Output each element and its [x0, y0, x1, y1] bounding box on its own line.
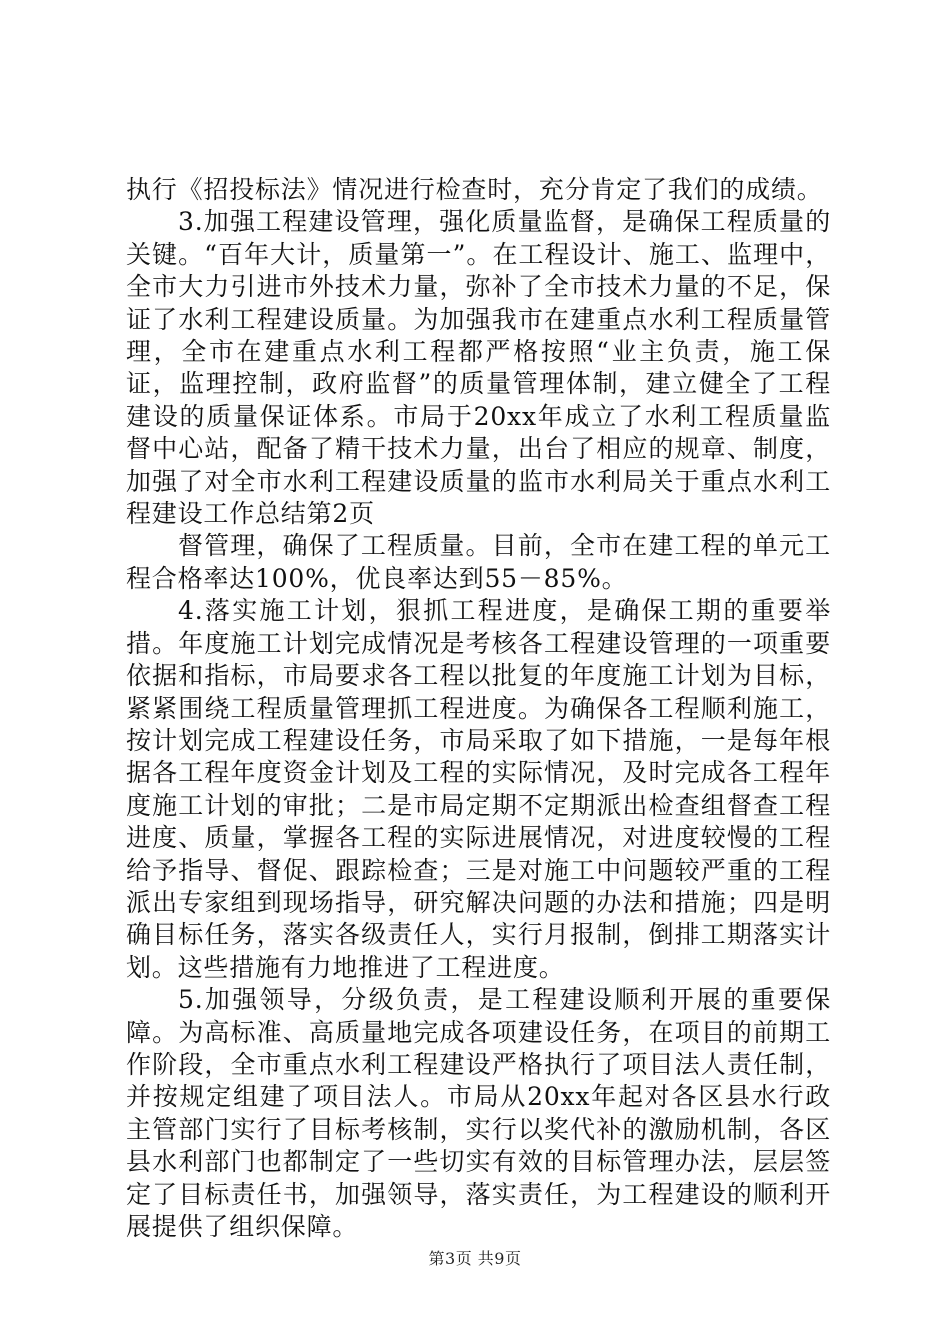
paragraph-quality-results: 督管理，确保了工程质量。目前，全市在建工程的单元工程合格率达100%，优良率达到55－85%。	[126, 531, 831, 593]
paragraph-construction-schedule: 4.落实施工计划，狠抓工程进度，是确保工期的重要举措。年度施工计划完成情况是考核各工程建设管理的一项重要依据和指标，市局要求各工程以批复的年度施工计划为目标，紧紧围绕工程质量管理抓工程进度。为确保各工程顺利施工，按计划完成工程建设任务，市局采取了如下措施，一是每年根据各工程年度资金计划及工程的实际情况，及时完成各工程年度施工计划的审批；二是市局定期不定期派出检查组督查工程进度、质量，掌握各工程的实际进展情况，对进度较慢的工程给予指导、督促、跟踪检查；三是对施工中问题较严重的工程派出专家组到现场指导，研究解决问题的办法和措施；四是明确目标任务，落实各级责任人，实行月报制，倒排工期落实计划。这些措施有力地推进了工程进度。	[126, 596, 831, 982]
page-number-footer: 第3页 共9页	[428, 1249, 522, 1268]
document-body	[126, 174, 831, 1243]
paragraph-quality-supervision: 3.加强工程建设管理，强化质量监督，是确保工程质量的关键。“百年大计，质量第一”。在工程设计、施工、监理中，全市大力引进市外技术力量，弥补了全市技术力量的不足，保证了水利工程建设质量。为加强我市在建重点水利工程质量管理，全市在建重点水利工程都严格按照“业主负责，施工保证，监理控制，政府监督”的质量管理体制，建立健全了工程建设的质量保证体系。市局于20xx年成立了水利工程质量监督中心站，配备了精干技术力量，出台了相应的规章、制度，加强了对全市水利工程建设质量的监市水利局关于重点水利工程建设工作总结第2页	[126, 207, 831, 529]
paragraph-leadership: 5.加强领导，分级负责，是工程建设顺利开展的重要保障。为高标准、高质量地完成各项建设任务，在项目的前期工作阶段，全市重点水利工程建设严格执行了项目法人责任制，并按规定组建了项目法人。市局从20xx年起对各区县水行政主管部门实行了目标考核制，实行以奖代补的激励机制，各区县水利部门也都制定了一些切实有效的目标管理办法，层层签定了目标责任书，加强领导，落实责任，为工程建设的顺利开展提供了组织保障。	[126, 985, 831, 1241]
paragraph-continuation: 执行《招投标法》情况进行检查时，充分肯定了我们的成绩。	[126, 175, 823, 204]
